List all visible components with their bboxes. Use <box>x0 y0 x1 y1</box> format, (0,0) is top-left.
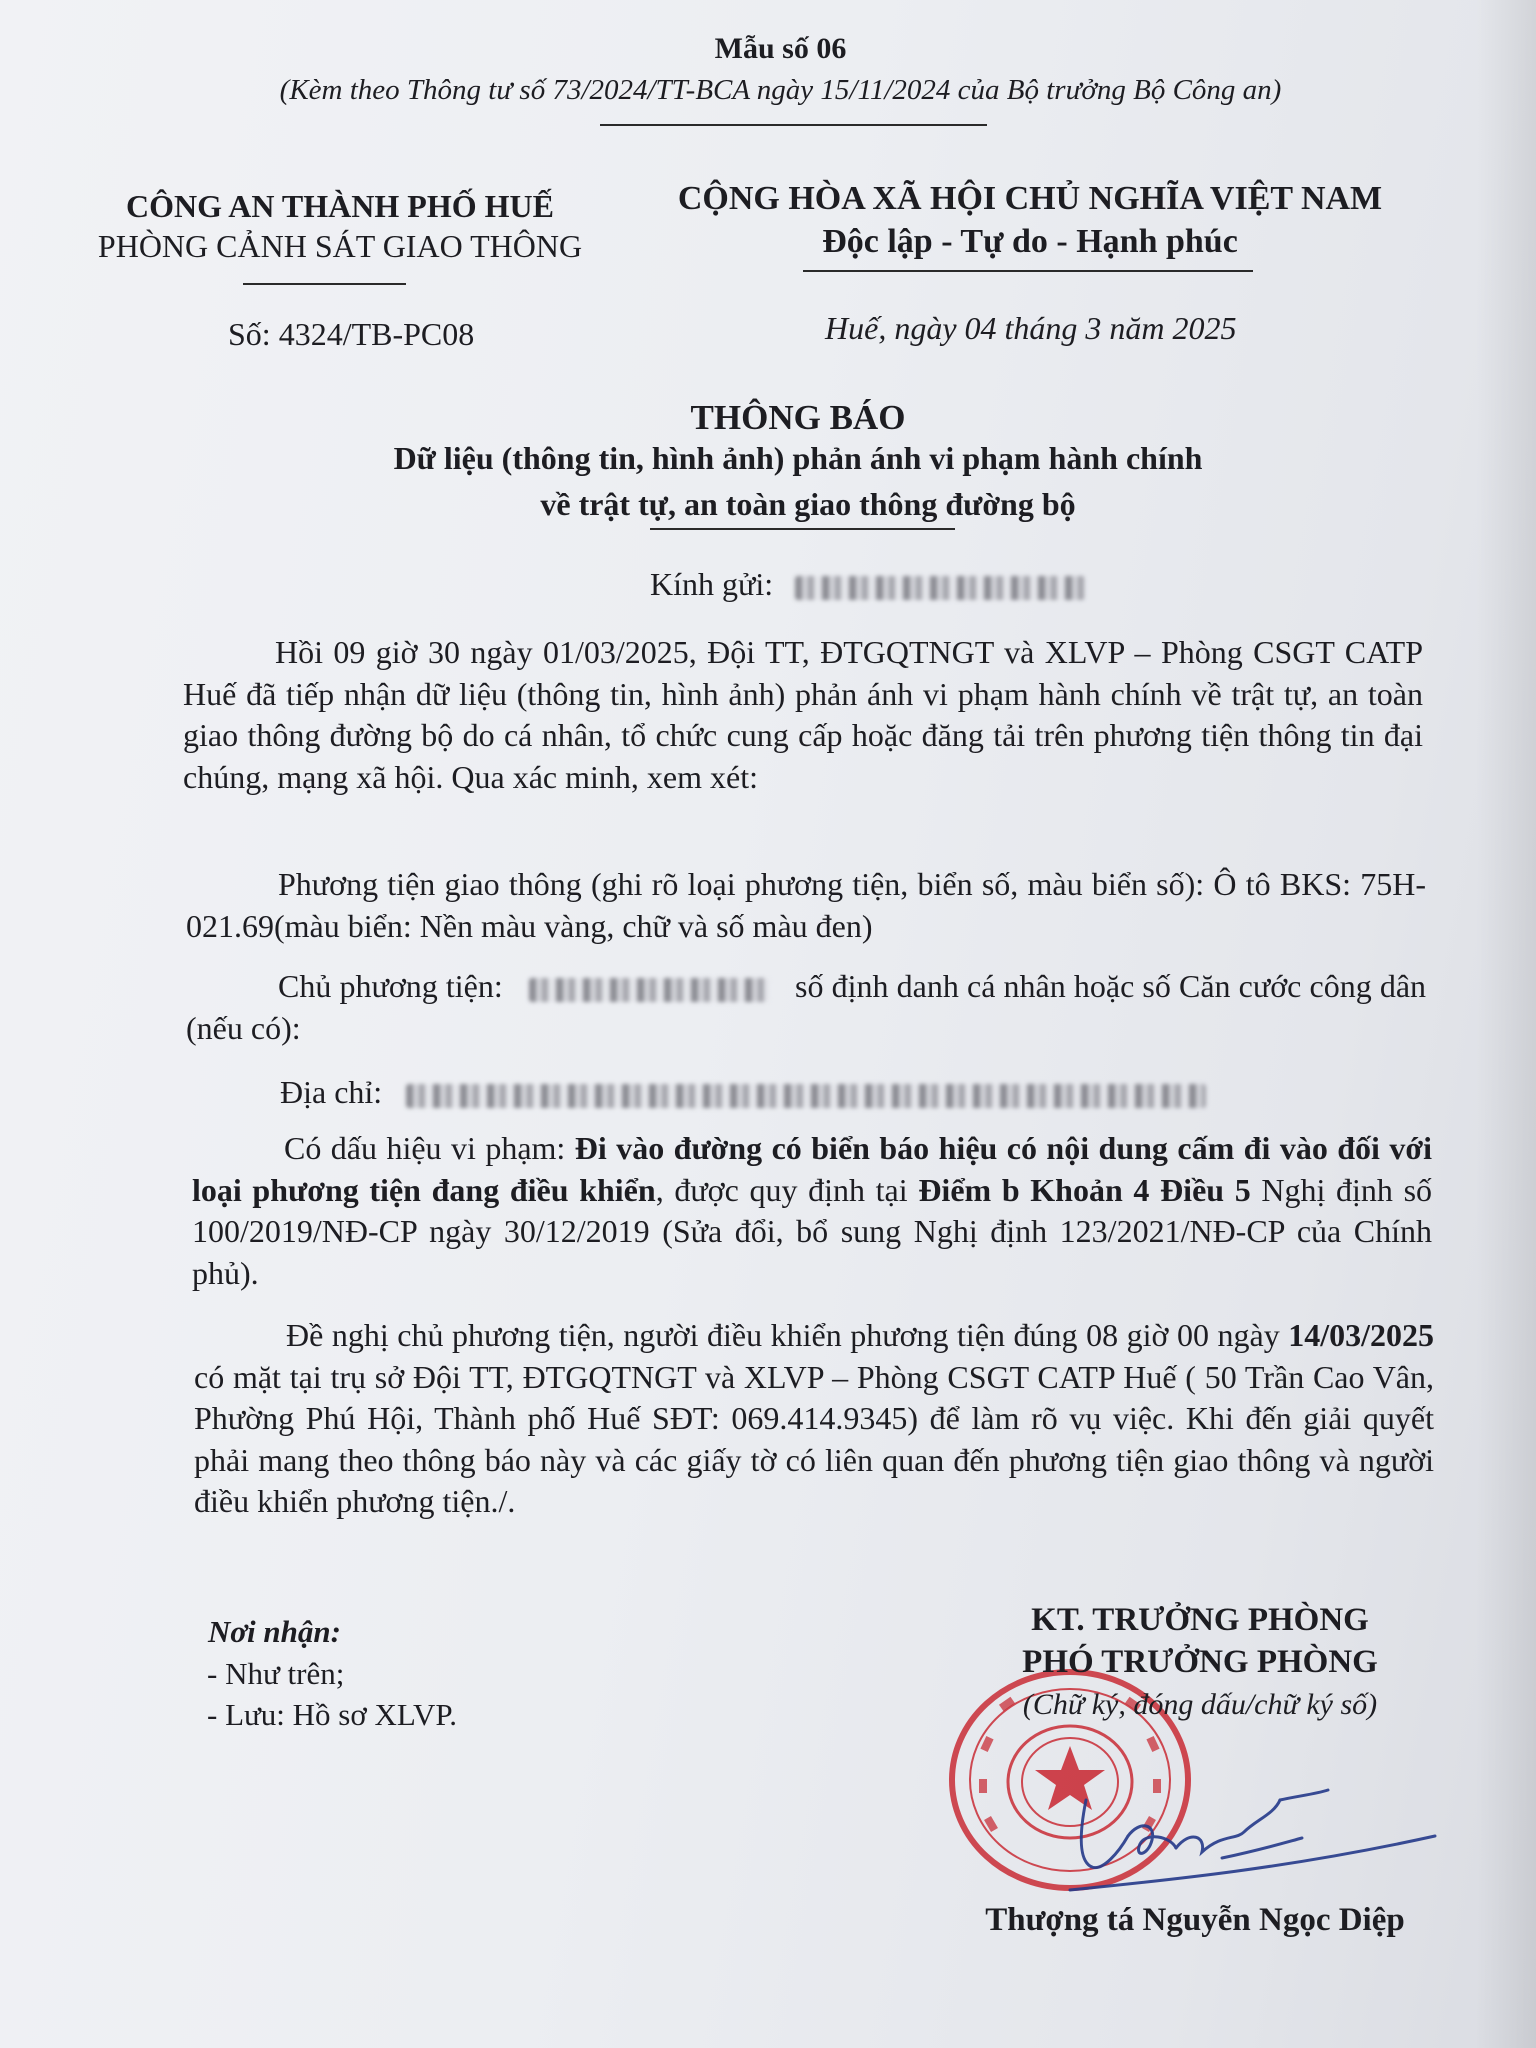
request-intro: Đề nghị chủ phương tiện, người điều khiển phương tiện đúng 08 giờ 00 ngày <box>286 1317 1289 1353</box>
document-title: THÔNG BÁO <box>690 398 906 437</box>
nation-name: CỘNG HÒA XÃ HỘI CHỦ NGHĨA VIỆT NAM <box>677 180 1383 217</box>
redacted-recipient <box>795 576 1085 600</box>
paragraph-address <box>188 1072 1428 1114</box>
violation-decree: Nghị định số 100/2019/NĐ-CP ngày 30/12/2019 (Sửa đổi, bổ sung Nghị định 123/2021/NĐ-CP của Chính phủ). <box>192 1171 1433 1291</box>
signature-title-2: PHÓ TRƯỞNG PHÒNG <box>1022 1644 1378 1680</box>
recipient-label: Kính gửi: <box>650 566 774 602</box>
issuing-agency: CÔNG AN THÀNH PHỐ HUẾ <box>126 188 554 224</box>
subtitle-underline <box>650 528 955 530</box>
national-motto: Độc lập - Tự do - Hạnh phúc <box>822 223 1238 260</box>
handwritten-signature <box>1030 1740 1450 1910</box>
paragraph-violation <box>192 1128 1432 1294</box>
receiver-item: - Lưu: Hồ sơ XLVP. <box>207 1697 457 1732</box>
form-number: Mẫu số 06 <box>714 32 847 65</box>
form-underline <box>600 124 987 126</box>
violation-article: Điểm b Khoản 4 Điều 5 <box>918 1171 1251 1208</box>
violation-regulated: , được quy định tại <box>655 1171 919 1208</box>
request-date: 14/03/2025 <box>1288 1317 1434 1353</box>
signature-title-1: KT. TRƯỞNG PHÒNG <box>1031 1602 1369 1638</box>
receiver-item: - Như trên; <box>207 1656 345 1691</box>
motto-underline <box>803 270 1253 272</box>
place-date: Huế, ngày 04 tháng 3 năm 2025 <box>825 310 1237 346</box>
document-number: Số: 4324/TB-PC08 <box>228 316 475 352</box>
signature-note: (Chữ ký, đóng dấu/chữ ký số) <box>1022 1688 1378 1721</box>
recipient-line <box>650 566 1085 603</box>
paragraph-receipt: Hồi 09 giờ 30 ngày 01/03/2025, Đội TT, ĐTGQTNGT và XLVP – Phòng CSGT CATP Huế đã tiếp nhận dữ liệu (thông tin, hình ảnh) phản ánh vi phạm hành chính về trật tự, an toàn giao thông đường bộ do cá nhân, tổ chức cung cấp hoặc đăng tải trên phương tiện thông tin đại chúng, mạng xã hội. Qua xác minh, xem xét: <box>183 634 1423 795</box>
redacted-owner-name <box>529 978 769 1002</box>
paragraph-request <box>194 1315 1434 1523</box>
violation-label: Có dấu hiệu vi phạm: <box>284 1130 575 1166</box>
address-label: Địa chỉ: <box>280 1074 383 1110</box>
document-subtitle-line1: Dữ liệu (thông tin, hình ảnh) phản ánh vi phạm hành chính <box>393 440 1203 476</box>
receivers-heading: Nơi nhận: <box>208 1614 341 1649</box>
redacted-address <box>406 1084 1206 1108</box>
agency-underline <box>243 283 406 285</box>
owner-label: Chủ phương tiện: <box>278 968 503 1004</box>
request-details: có mặt tại trụ sở Đội TT, ĐTGQTNGT và XLVP – Phòng CSGT CATP Huế ( 50 Trần Cao Vân, Phường Phú Hội, Thành phố Huế SĐT: 069.414.9345) để làm rõ vụ việc. Khi đến giải quyết phải mang theo thông báo này và các giấy tờ có liên quan đến phương tiện giao thông và người điều khiển phương tiện./. <box>194 1358 1434 1519</box>
issuing-department: PHÒNG CẢNH SÁT GIAO THÔNG <box>97 228 583 264</box>
form-reference: (Kèm theo Thông tư số 73/2024/TT-BCA ngày 15/11/2024 của Bộ trưởng Bộ Công an) <box>279 74 1282 106</box>
owner-id-label: số định danh cá nhân hoặc số Căn cước công dân (nếu có): <box>186 968 1427 1046</box>
document-subtitle-line2: về trật tự, an toàn giao thông đường bộ <box>540 486 1076 522</box>
paragraph-owner <box>186 966 1426 1049</box>
signer-name: Thượng tá Nguyễn Ngọc Diệp <box>985 1902 1405 1938</box>
paragraph-vehicle: Phương tiện giao thông (ghi rõ loại phương tiện, biển số, màu biển số): Ô tô BKS: 75H-021.69(màu biển: Nền màu vàng, chữ và số màu đen) <box>186 866 1426 944</box>
violation-description: Đi vào đường có biển báo hiệu có nội dung cấm đi vào đối với loại phương tiện đang điều khiển <box>192 1130 1433 1208</box>
